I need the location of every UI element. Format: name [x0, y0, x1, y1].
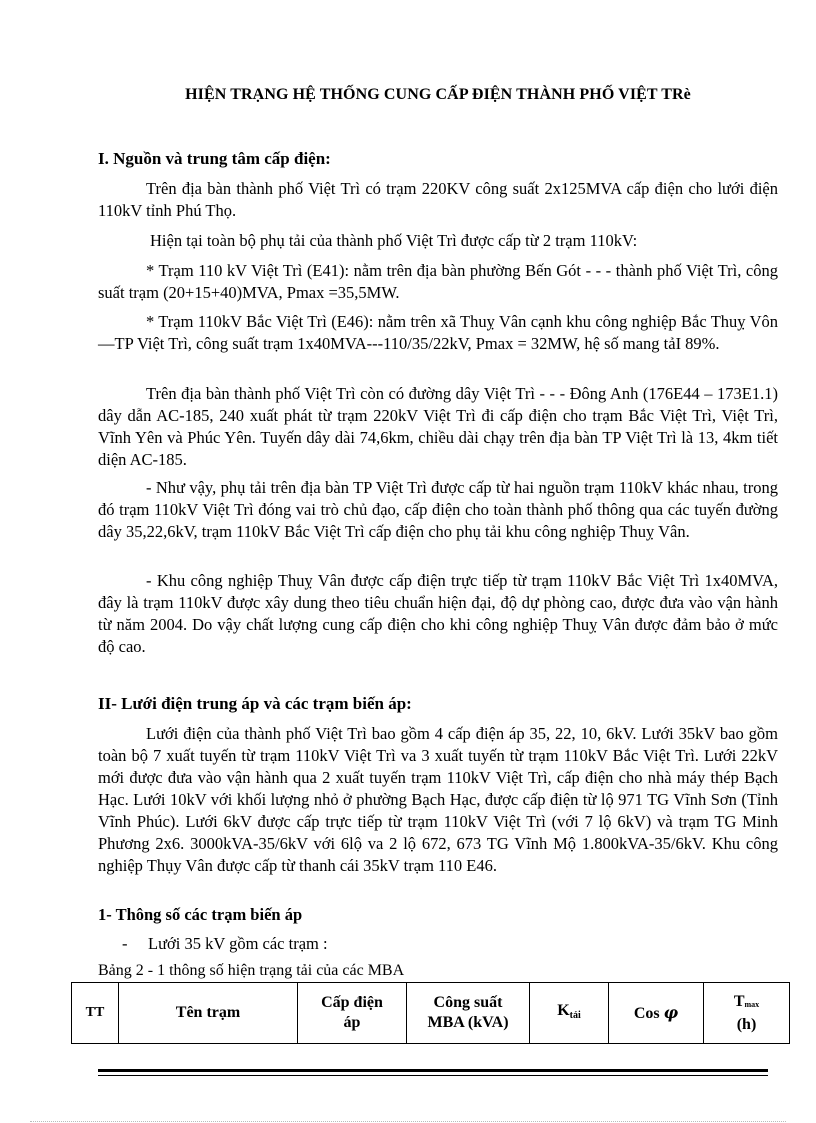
header-t-main: T: [733, 992, 745, 1010]
header-t-max: [704, 983, 790, 1044]
header-k-tai: [530, 983, 609, 1044]
paragraph-duong-day: Trên địa bàn thành phố Việt Trì còn có đường dây Việt Trì - - - Đông Anh (176E44 – 173E1.1) dây dẫn AC-185, 240 xuất phát từ trạm 220kV Việt Trì đi cấp điện cho trạm Bắc Việt Trì, Việt Trì, Vĩnh Yên và Phúc Yên. Tuyến dây dài 74,6km, chiều dài chạy trên địa bàn TP Việt Trì là 13, 4km tiết diện AC-185.: [98, 384, 778, 469]
header-cap-dien-ap: [298, 983, 407, 1044]
bullet-item: [122, 934, 328, 954]
header-cong-suat-line2: MBA (kVA): [427, 1014, 509, 1031]
paragraph-tram-e41: * Trạm 110 kV Việt Trì (E41): nằm trên địa bàn phường Bến Gót - - - thành phố Việt Trì, công suất trạm (20+15+40)MVA, Pmax =35,5MW.: [98, 261, 778, 302]
header-ten-tram: Tên trạm: [119, 983, 298, 1044]
bullet-text: Lưới 35 kV gồm các trạm :: [148, 934, 328, 953]
header-cos-phi: [609, 983, 704, 1044]
table-header-row: [72, 983, 790, 1044]
paragraph-hien-tai: Hiện tại toàn bộ phụ tải của thành phố Việt Trì được cấp từ 2 trạm 110kV:: [150, 231, 638, 250]
header-tt: TT: [72, 983, 119, 1044]
footer-rule-thin: [98, 1075, 768, 1076]
header-cong-suat-line1: Công suất: [433, 994, 503, 1011]
paragraph-tram-e46: * Trạm 110kV Bắc Việt Trì (E46): nằm trên xã Thuỵ Vân cạnh khu công nghiệp Bắc Thuỵ Vôn—TP Việt Trì, công suất trạm 1x40MVA---110/35/22kV, Pmax = 32MW, hệ số mang tảI 89%.: [98, 312, 778, 353]
table-caption: Bảng 2 - 1 thông số hiện trạng tải của các MBA: [98, 962, 405, 979]
footer-rule-thick: [98, 1069, 768, 1072]
header-cong-suat: [407, 983, 530, 1044]
phi-symbol: φ: [663, 1002, 679, 1022]
paragraph-luoi-dien: Lưới điện của thành phố Việt Trì bao gồm 4 cấp điện áp 35, 22, 10, 6kV. Lưới 35kV bao gồm toàn bộ 7 xuất tuyến từ trạm 110kV Việt Trì va 3 xuất tuyến từ trạm 110kV Bắc Việt Trì. Lưới 22kV mới được đưa vào vận hành qua 2 xuất tuyến trạm 110kV Việt Trì, cấp điện cho nhà máy thép Bạch Hạc. Lưới 10kV với khối lượng nhỏ ở phường Bạch Hạc, được cấp điện từ lộ 971 TG Vĩnh Sơn (Tỉnh Vĩnh Phúc). Lưới 6kV được cấp trực tiếp từ trạm 110kV Việt Trì (với 7 lộ 6kV) và trạm TG Minh Phương 2x6. 3000kVA-35/6kV với 6lộ va 2 lộ 672, 673 TG Vĩnh Mộ 1.800kVA-35/6kV. Khu công nghiệp Thụy Vân được cấp từ thanh cái 35kV trạm 110 E46.: [98, 724, 778, 875]
page-bottom-dotted-line: [30, 1121, 786, 1122]
paragraph-tram-220kv: Trên địa bàn thành phố Việt Trì có trạm 220KV công suất 2x125MVA cấp điện cho lưới điện 110kV tỉnh Phú Thọ.: [98, 179, 778, 220]
section-1-heading: I. Nguồn và trung tâm cấp điện:: [98, 149, 331, 168]
subsection-heading: 1- Thông số các trạm biến áp: [98, 905, 303, 924]
section-2-heading: II- Lưới điện trung áp và các trạm biến áp:: [98, 694, 412, 713]
header-cos-main: Cos: [633, 1004, 660, 1022]
paragraph-khu-cong-nghiep: - Khu công nghiệp Thuỵ Vân được cấp điện trực tiếp từ trạm 110kV Bắc Việt Trì 1x40MVA, đây là trạm 110kV được xây dung theo tiêu chuẩn hiện đại, độ dự phòng cao, được đưa vào vận hành từ năm 2004. Do vậy chất lượng cung cấp điện cho khi công nghiệp Thuỵ Vân được đảm bảo ở mức độ cao.: [98, 571, 778, 656]
header-t-sub: max: [744, 999, 760, 1009]
transformer-table: [71, 982, 790, 1044]
document-title: HIỆN TRẠNG HỆ THỐNG CUNG CẤP ĐIỆN THÀNH PHỐ VIỆT TRè: [185, 86, 691, 103]
paragraph-nhu-vay: - Như vậy, phụ tải trên địa bàn TP Việt Trì được cấp từ hai nguồn trạm 110kV khác nhau, trong đó trạm 110kV Việt Trì đóng vai trò chủ đạo, cấp điện cho toàn thành phố thông qua các tuyến đường dây 35,22,6kV, trạm 110kV Bắc Việt Trì cấp điện cho phụ tải khu công nghiệp Thuỵ Vân.: [98, 478, 778, 541]
header-k-main: K: [557, 1001, 570, 1019]
header-cap-dien-ap-line2: áp: [343, 1014, 361, 1031]
bullet-dash: -: [122, 934, 128, 953]
header-k-sub: tải: [569, 1009, 581, 1021]
header-t-unit: (h): [736, 1015, 757, 1033]
header-cap-dien-ap-line1: Cấp điện: [321, 994, 383, 1011]
